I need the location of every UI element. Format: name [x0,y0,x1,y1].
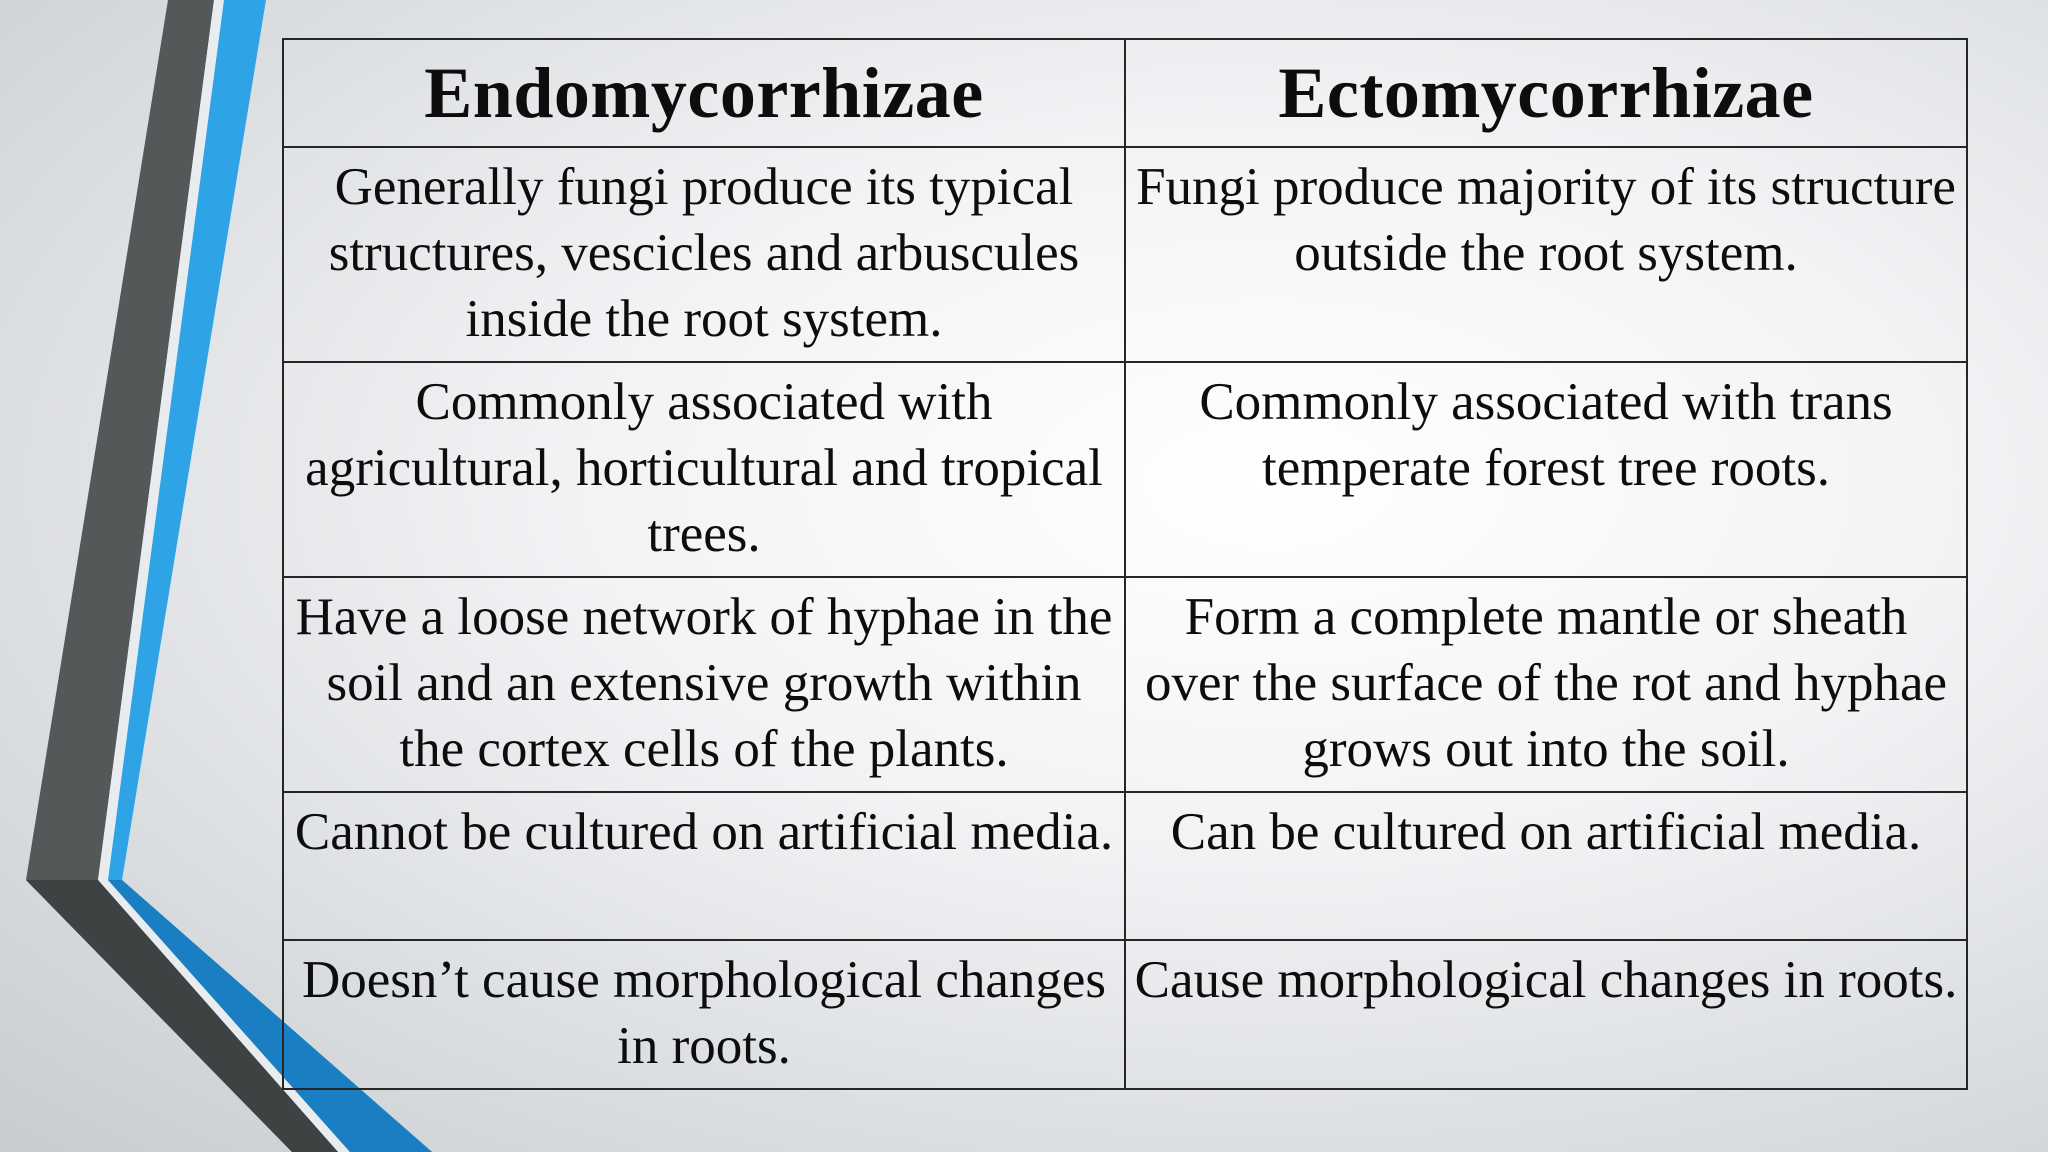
header-endomycorrhizae: Endomycorrhizae [283,39,1125,147]
cell-ecto-culture: Can be cultured on artificial media. [1125,792,1967,940]
cell-endo-association: Commonly associated with agricultural, horticultural and tropical trees. [283,362,1125,577]
cell-ecto-structures: Fungi produce majority of its structure outside the root system. [1125,147,1967,362]
cell-ecto-association: Commonly associated with trans temperate forest tree roots. [1125,362,1967,577]
comparison-table [282,38,1968,1090]
table-header-row [283,39,1967,147]
table-row [283,147,1967,362]
table-row [283,792,1967,940]
table-row [283,362,1967,577]
cell-ecto-morphology: Cause morphological changes in roots. [1125,940,1967,1089]
cell-endo-culture: Cannot be cultured on artificial media. [283,792,1125,940]
cell-endo-structures: Generally fungi produce its typical structures, vescicles and arbuscules inside the root system. [283,147,1125,362]
table-row [283,577,1967,792]
cell-endo-morphology: Doesn’t cause morphological changes in roots. [283,940,1125,1089]
cell-ecto-hyphae: Form a complete mantle or sheath over the surface of the rot and hyphae grows out into the soil. [1125,577,1967,792]
header-ectomycorrhizae: Ectomycorrhizae [1125,39,1967,147]
table-row [283,940,1967,1089]
cell-endo-hyphae: Have a loose network of hyphae in the soil and an extensive growth within the cortex cells of the plants. [283,577,1125,792]
